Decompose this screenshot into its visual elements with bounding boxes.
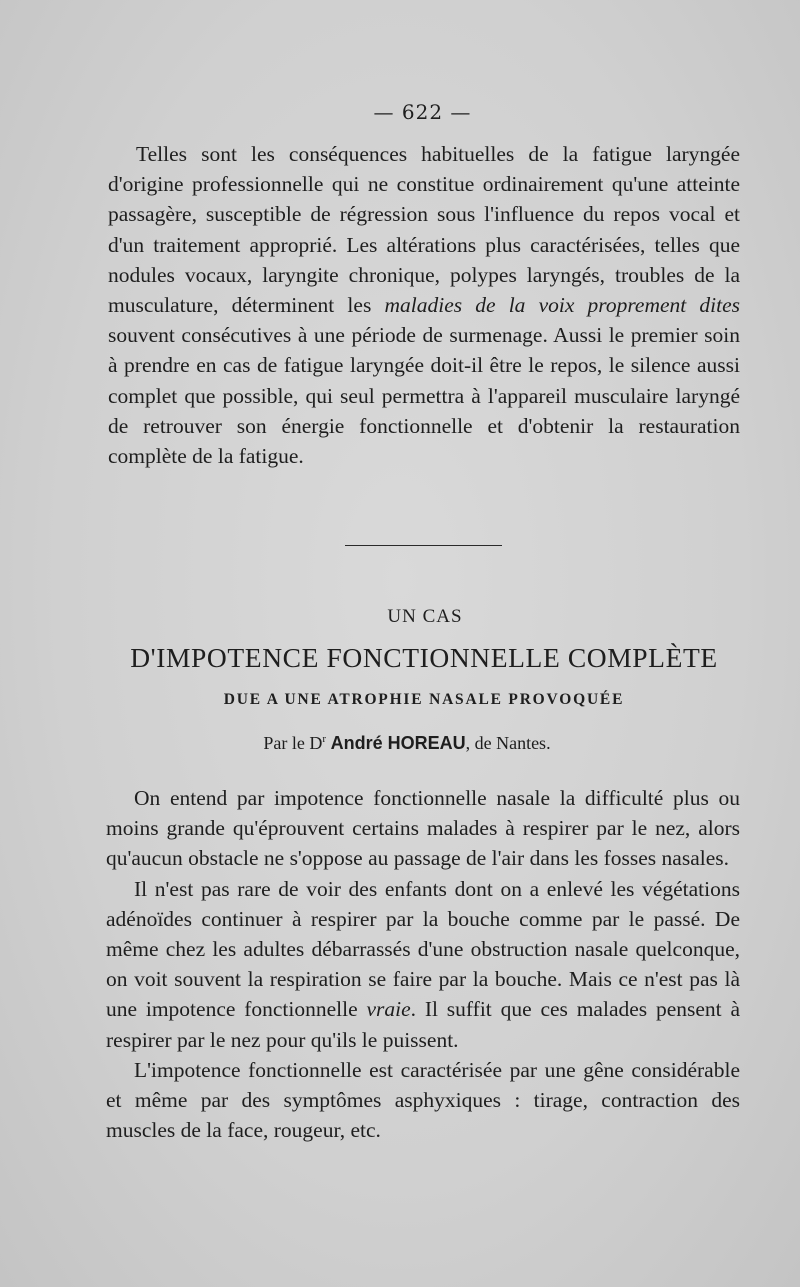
- previous-article-conclusion: [108, 139, 740, 471]
- byline-prefix-sup: r: [322, 733, 327, 745]
- paragraph: L'impotence fonctionnelle est caractérisée par une gêne considérable et même par des symptômes asphyxiques : tirage, contraction des muscles de la face, rougeur, etc.: [106, 1057, 740, 1143]
- paragraph: [106, 874, 740, 1055]
- article-title: D'IMPOTENCE FONCTIONNELLE COMPLÈTE: [130, 642, 718, 673]
- paragraph-text: souvent consécutives à une période de surmenage. Aussi le premier soin à prendre en cas de fatigue laryngée doit-il être le repos, le silence aussi complet que possible, qui seul permettra à l'appareil musculaire laryngé de retrouver son énergie fonctionnelle et d'obtenir la restauration complète de la fatigue.: [108, 323, 740, 469]
- article-kicker: UN CAS: [387, 606, 463, 627]
- paragraph-text: . Il suffit que ces malades pensent à respirer par le nez pour qu'ils le puissent.: [106, 997, 740, 1052]
- page-number: — 622 —: [373, 100, 472, 124]
- paragraph: On entend par impotence fonctionnelle nasale la difficulté plus ou moins grande qu'éprouvent certains malades à respirer par le nez, alors qu'aucun obstacle ne s'oppose au passage de l'air dans les fosses nasales.: [106, 786, 740, 871]
- article-subtitle: DUE A UNE ATROPHIE NASALE PROVOQUÉE: [223, 691, 625, 708]
- byline-suffix: , de Nantes.: [465, 733, 551, 753]
- italic-word: vraie: [366, 997, 411, 1022]
- italic-phrase: maladies de la voix proprement dites: [384, 293, 740, 318]
- article-body: [106, 783, 740, 1145]
- paragraph: [108, 139, 740, 471]
- paragraph-text: Il n'est pas rare de voir des enfants dont on a enlevé les végétations adénoïdes continuer à respirer par la bouche comme par le passé. De même chez les adultes débarrassés d'une obstruction nasale quelconque, on voit souvent la respiration se faire par la bouche. Mais ce n'est pas là une impotence fonctionnelle: [106, 876, 740, 1022]
- author-name: André HOREAU: [330, 733, 466, 753]
- section-divider: [345, 545, 502, 546]
- article-byline: [0, 733, 800, 754]
- byline-prefix: Par le D: [263, 733, 323, 753]
- paragraph-text: Telles sont les conséquences habituelles de la fatigue laryngée d'origine professionnelle qui ne constitue ordinairement qu'une atteinte passagère, susceptible de régression sous l'influence du repos vocal et d'un traitement approprié. Les altérations plus caractérisées, telles que nodules vocaux, laryngite chronique, polypes laryngés, troubles de la musculature, déterminent les: [108, 142, 740, 318]
